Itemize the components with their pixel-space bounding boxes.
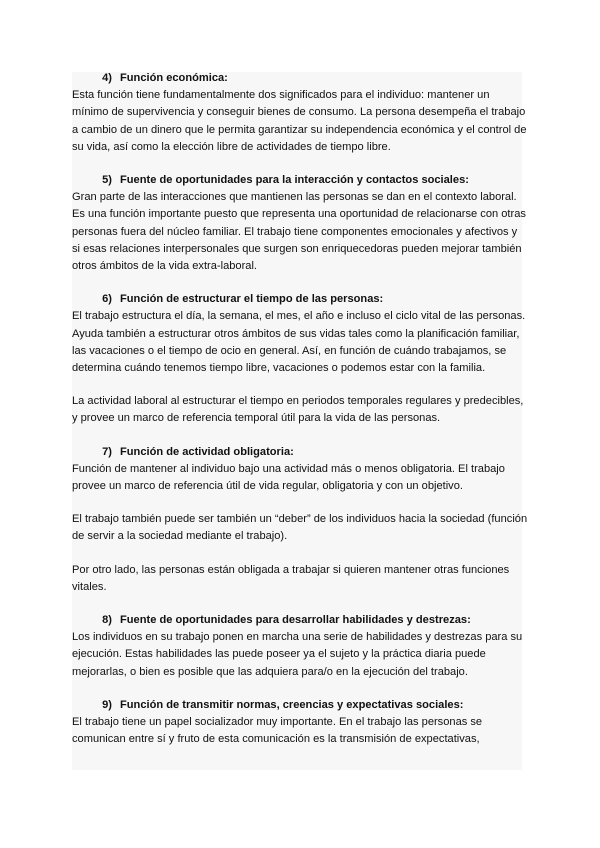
section-heading: [90, 612, 528, 629]
paragraph: Por otro lado, las personas están obligada a trabajar si quieren mantener otras funciones vitales.: [72, 563, 510, 593]
section-number: 9): [102, 698, 112, 711]
section-title: Fuente de oportunidades para la interacción y contactos sociales:: [120, 174, 469, 187]
section-title: Función de estructurar el tiempo de las personas:: [120, 293, 384, 306]
paragraph: Los individuos en su trabajo ponen en marcha una serie de habilidades y destrezas para su ejecución. Estas habilidades las puede poseer ya el sujeto y la práctica diaria puede mejorarlas, o bien es posible que las adquiera para/o en la ejecución del trabajo.: [72, 631, 523, 678]
section-number: 6): [102, 293, 112, 306]
section-number: 8): [102, 614, 112, 627]
section-mandatory-activity: [72, 444, 528, 596]
section-title: Fuente de oportunidades para desarrollar habilidades y destrezas:: [120, 614, 471, 627]
section-heading: [90, 172, 528, 189]
section-title: Función económica:: [120, 72, 228, 84]
section-number: 4): [102, 72, 112, 84]
section-heading: [90, 444, 528, 461]
paragraph: El trabajo también puede ser también un “deber” de los individuos hacia la sociedad (función de servir a la sociedad mediante el trabajo).: [72, 513, 528, 543]
paragraph: La actividad laboral al estructurar el tiempo en periodos temporales regulares y predecibles, y provee un marco de referencia temporal útil para la vida de las personas.: [72, 395, 524, 425]
section-heading: [90, 291, 528, 308]
paragraph: El trabajo estructura el día, la semana, el mes, el año e incluso el ciclo vital de las personas. Ayuda también a estructurar otros ámbitos de sus vidas tales como la planificación familiar, las vacaciones o el tiempo de ocio en general. Así, en función de cuándo trabajamos, se determina cuándo tenemos tiempo libre, vacaciones o podemos estar con la familia.: [72, 310, 526, 375]
section-skills-development: [72, 612, 528, 681]
section-number: 7): [102, 445, 112, 458]
section-number: 5): [102, 174, 112, 187]
paragraph: El trabajo tiene un papel socializador muy importante. En el trabajo las personas se comunican entre sí y fruto de esta comunicación es la transmisión de expectativas,: [72, 716, 483, 746]
paragraph: Esta función tiene fundamentalmente dos significados para el individuo: mantener un mínimo de supervivencia y conseguir bienes de consumo. La persona desempeña el trabajo a cambio de un dinero que le permita garantizar su independencia económica y el control de su vida, así como la elección libre de actividades de tiempo libre.: [72, 89, 527, 153]
paragraph: Gran parte de las interacciones que mantienen las personas se dan en el contexto laboral. Es una función importante puesto que representa una oportunidad de relacionarse con otras personas fuera del núcleo familiar. El trabajo tiene componentes emocionales y afectivos y si esas relaciones interpersonales que surgen son enriquecedoras pueden mejorar también otros ámbitos de la vida extra-laboral.: [72, 191, 526, 273]
section-time-structure: [72, 291, 528, 427]
section-social-interaction: [72, 172, 528, 275]
document-body: [72, 70, 528, 749]
section-heading: [90, 697, 528, 714]
section-social-norms: [72, 697, 528, 749]
paragraph: Función de mantener al individuo bajo una actividad más o menos obligatoria. El trabajo provee un marco de referencia útil de vida regular, obligatoria y con un objetivo.: [72, 462, 505, 493]
section-economic-function: [72, 70, 528, 156]
section-heading: [90, 70, 528, 87]
section-title: Función de actividad obligatoria:: [120, 445, 294, 458]
section-title: Función de transmitir normas, creencias y expectativas sociales:: [120, 698, 464, 711]
